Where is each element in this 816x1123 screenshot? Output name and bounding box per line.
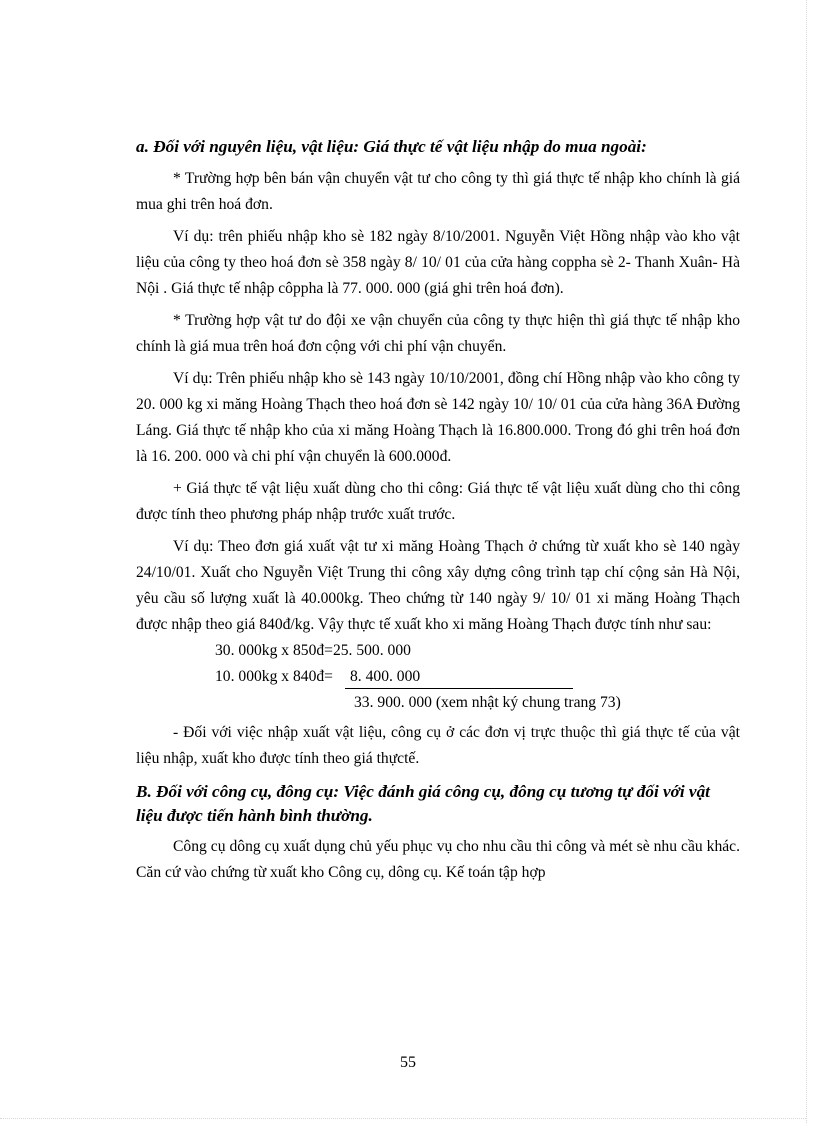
paragraph: Ví dụ: Trên phiếu nhập kho sè 143 ngày 10/10/2001, đồng chí Hồng nhập vào kho công ty 20. 000 kg xi măng Hoàng Thạch theo hoá đơn sè 142 ngày 10/ 10/ 01 của cửa hàng 36A Đường Láng. Giá thực tế nhập kho của xi măng Hoàng Thạch là 16.800.000. Trong đó ghi trên hoá đơn là 16. 200. 000 và chi phí vận chuyển là 600.000đ. bbox=[136, 370, 740, 465]
paragraph: - Đối với việc nhập xuất vật liệu, công cụ ở các đơn vị trực thuộc thì giá thực tế của vật liệu nhập, xuất kho được tính theo giá thựctế. bbox=[136, 724, 740, 767]
paragraph: * Trường hợp vật tư do đội xe vận chuyển của công ty thực hiện thì giá thực tế nhập kho chính là giá mua trên hoá đơn cộng với chi phí vận chuyển. bbox=[136, 312, 740, 355]
calc-line-1 bbox=[136, 638, 740, 664]
heading-a: a. Đối với nguyên liệu, vật liệu: Giá thực tế vật liệu nhập do mua ngoài: bbox=[136, 137, 647, 156]
paragraph: Ví dụ: trên phiếu nhập kho sè 182 ngày 8/10/2001. Nguyễn Việt Hồng nhập vào kho vật liệu của công ty theo hoá đơn sè 358 ngày 8/ 10/ 01 của cửa hàng coppha sè 2- Thanh Xuân- Hà Nội . Giá thực tế nhập côppha là 77. 000. 000 (giá ghi trên hoá đơn). bbox=[136, 228, 740, 297]
calc-line-2 bbox=[136, 664, 740, 690]
paragraph: * Trường hợp bên bán vận chuyển vật tư cho công ty thì giá thực tế nhập kho chính là giá mua ghi trên hoá đơn. bbox=[136, 170, 740, 213]
heading-b: B. Đối với công cụ, đông cụ: Việc đánh giá công cụ, đông cụ tương tự đối với vật liệu được tiến hành bình thường. bbox=[136, 782, 710, 825]
calculation-block bbox=[136, 638, 740, 716]
page-edge-right bbox=[806, 0, 807, 1123]
paragraph: + Giá thực tế vật liệu xuất dùng cho thi công: Giá thực tế vật liệu xuất dùng cho thi công được tính theo phương pháp nhập trước xuất trước. bbox=[136, 480, 740, 523]
calc-line-2-value: 8. 400. 000 bbox=[350, 668, 421, 685]
sum-underline bbox=[345, 688, 573, 689]
page-edge-bottom bbox=[0, 1118, 806, 1119]
paragraph: Ví dụ: Theo đơn giá xuất vật tư xi măng Hoàng Thạch ở chứng từ xuất kho sè 140 ngày 24/10/01. Xuất cho Nguyễn Việt Trung thi công xây dựng công trình tạp chí cộng sản Hà Nội, yêu cầu số lượng xuất là 40.000kg. Theo chứng từ 140 ngày 9/ 10/ 01 xi măng Hoàng Thạch được nhập theo giá 840đ/kg. Vậy thực tế xuất kho xi măng Hoàng Thạch được tính như sau: bbox=[136, 538, 740, 633]
page-content bbox=[136, 134, 740, 892]
calc-total-text: 33. 900. 000 (xem nhật ký chung trang 73) bbox=[354, 694, 621, 711]
calc-line-2-text: 10. 000kg x 840đ= bbox=[215, 668, 333, 685]
calc-line-1-text: 30. 000kg x 850đ=25. 500. 000 bbox=[215, 642, 411, 659]
calc-total bbox=[136, 690, 740, 716]
paragraph: Công cụ dông cụ xuất dụng chủ yếu phục vụ cho nhu cầu thi công và mét sè nhu cầu khác. Căn cứ vào chứng từ xuất kho Công cụ, dông cụ. Kế toán tập hợp bbox=[136, 838, 740, 881]
page-number: 55 bbox=[400, 1054, 416, 1071]
